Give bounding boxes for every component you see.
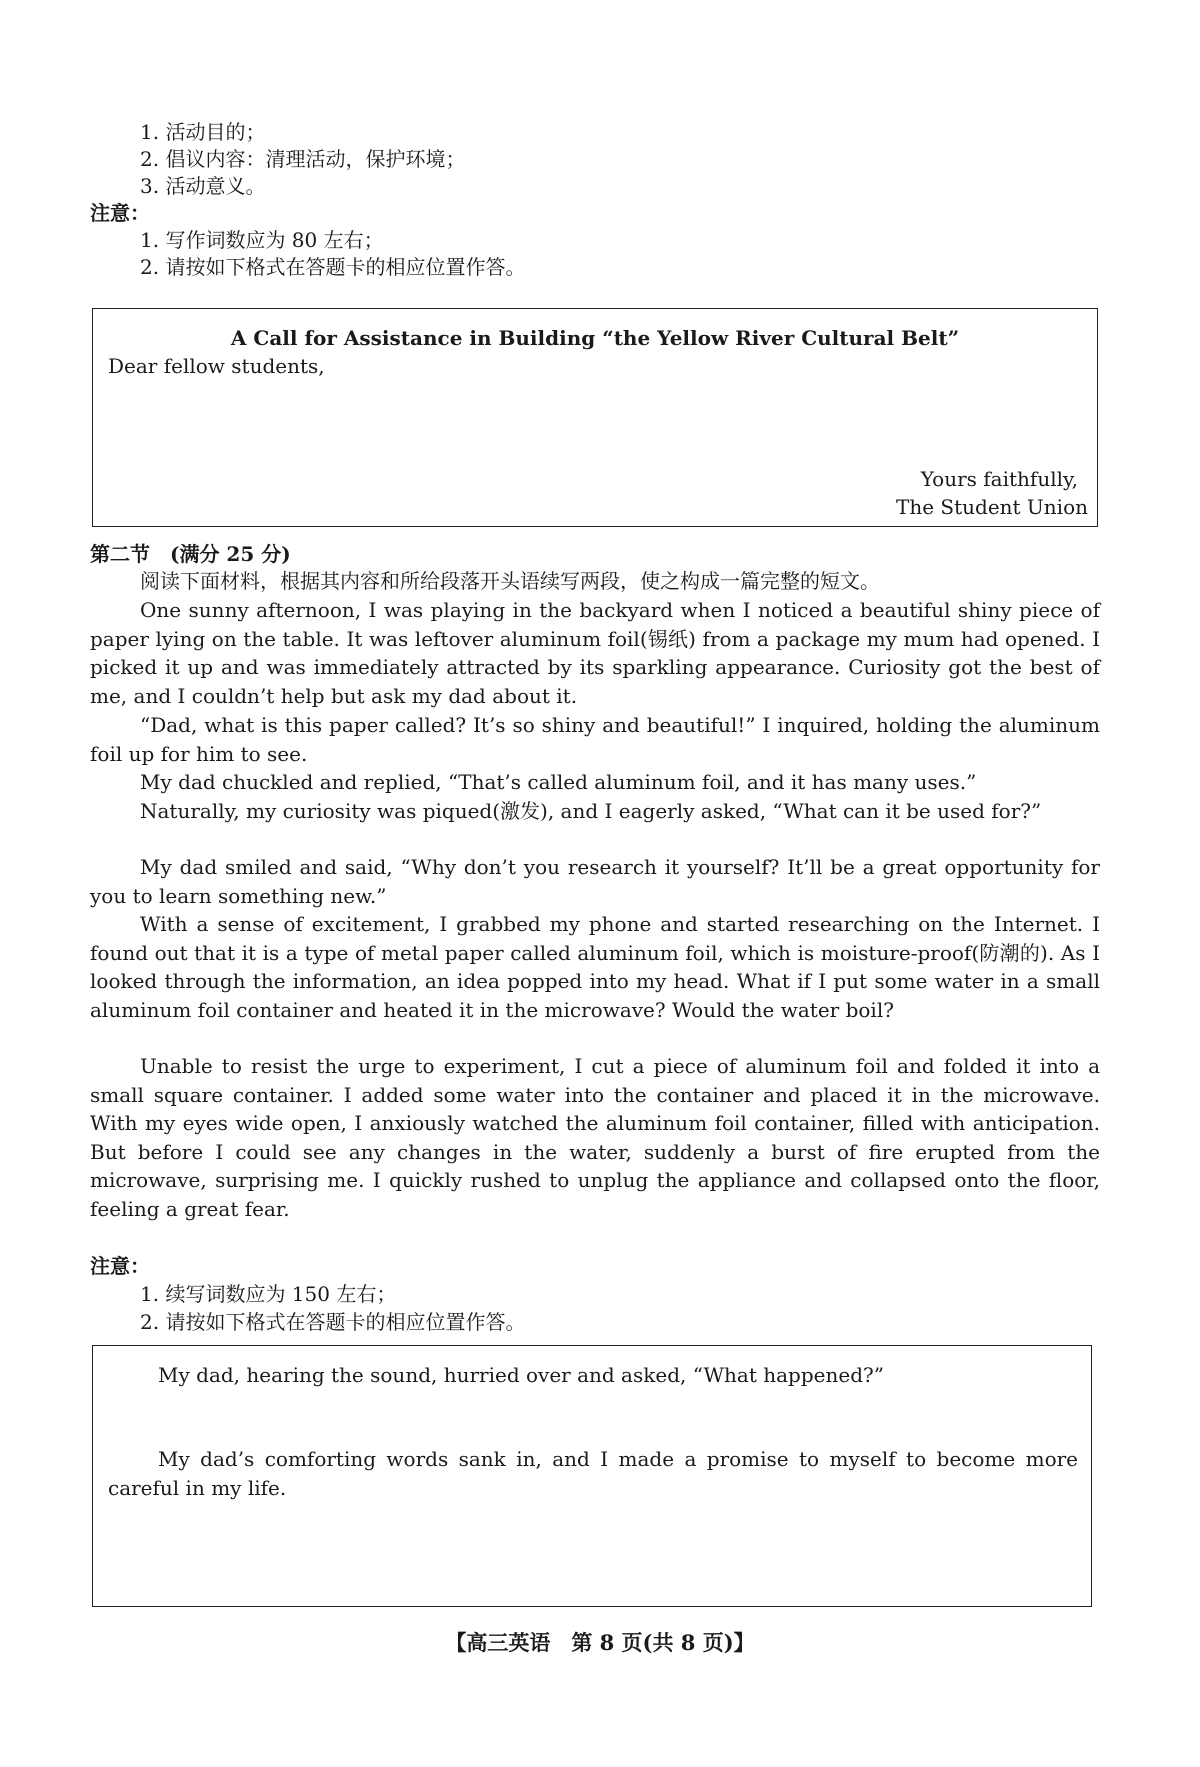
section2-instruction: 阅读下面材料，根据其内容和所给段落开头语续写两段，使之构成一篇完整的短文。 <box>140 569 880 593</box>
continuation-paragraph-2-start: My dad’s comforting words sank in, and I made a promise to myself to become more careful in my life. <box>108 1447 1078 1500</box>
continuation-paragraph-1-start: My dad, hearing the sound, hurried over and asked, “What happened?” <box>158 1363 884 1387</box>
section2-note-1: 1. 续写词数应为 150 左右； <box>140 1282 397 1306</box>
section2-notes-label: 注意： <box>90 1254 150 1278</box>
story-paragraph-3: My dad chuckled and replied, “That’s called aluminum foil, and it has many uses.” <box>140 770 977 794</box>
page-footer: 【高三英语 第 8 页(共 8 页)】 <box>445 1630 755 1655</box>
story-paragraph-4: Naturally, my curiosity was piqued(激发), and I eagerly asked, “What can it be used for?” <box>140 799 1042 823</box>
story-paragraph-1: One sunny afternoon, I was playing in the backyard when I noticed a beautiful shiny piece of paper lying on the table. It was leftover aluminum foil(锡纸) from a package my mum had opened. I picked it up and was immediately attracted by its sparkling appearance. Curiosity got the best of me, and I couldn’t help but ask my dad about it. <box>90 598 1100 708</box>
task1-box-signature: The Student Union <box>895 495 1088 519</box>
story-paragraph-5: My dad smiled and said, “Why don’t you research it yourself? It’ll be a great opportunity for you to learn something new.” <box>90 855 1100 908</box>
story-paragraph-2: “Dad, what is this paper called? It’s so shiny and beautiful!” I inquired, holding the aluminum foil up for him to see. <box>90 713 1100 766</box>
task1-box-title: A Call for Assistance in Building “the Yellow River Cultural Belt” <box>230 326 960 350</box>
task1-box-salutation: Dear fellow students, <box>108 354 325 378</box>
task1-item-3: 3. 活动意义。 <box>140 174 266 198</box>
task1-item-2: 2. 倡议内容：清理活动，保护环境； <box>140 147 466 171</box>
task1-notes-label: 注意： <box>90 201 150 225</box>
task1-note-1: 1. 写作词数应为 80 左右； <box>140 228 384 252</box>
story-paragraph-6: With a sense of excitement, I grabbed my phone and started researching on the Internet. I found out that it is a type of metal paper called aluminum foil, which is moisture-proof(防潮的). As I looked through the information, an idea popped into my head. What if I put some water in a small aluminum foil container and heated it in the microwave? Would the water boil? <box>90 912 1100 1022</box>
task1-box-closing: Yours faithfully, <box>920 467 1078 491</box>
story-paragraph-7: Unable to resist the urge to experiment, I cut a piece of aluminum foil and folded it into a small square container. I added some water into the container and placed it in the microwave. With my eyes wide open, I anxiously watched the aluminum foil container, filled with anticipation. But before I could see any changes in the water, suddenly a burst of fire erupted from the microwave, surprising me. I quickly rushed to unplug the appliance and collapsed onto the floor, feeling a great fear. <box>90 1054 1100 1221</box>
section2-heading: 第二节 (满分 25 分) <box>90 542 291 566</box>
section2-note-2: 2. 请按如下格式在答题卡的相应位置作答。 <box>140 1310 526 1334</box>
task1-item-1: 1. 活动目的； <box>140 120 266 144</box>
task1-note-2: 2. 请按如下格式在答题卡的相应位置作答。 <box>140 255 526 279</box>
